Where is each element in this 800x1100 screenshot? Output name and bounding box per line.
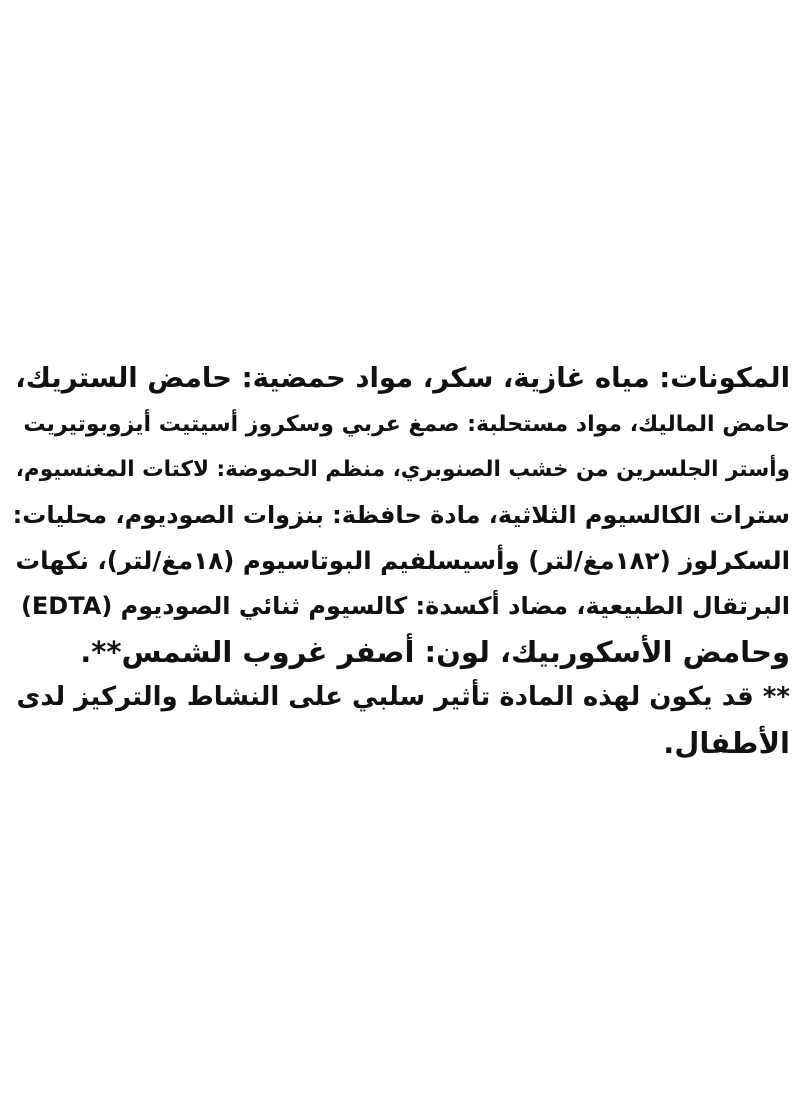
warning-line-2: الأطفال. bbox=[663, 725, 790, 760]
ingredients-line-1: المكونات: مياه غازية، سكر، مواد حمضية: حامض الستريك، bbox=[15, 362, 790, 394]
ingredients-line-6: البرتقال الطبيعية، مضاد أكسدة: كالسيوم ثنائي الصوديوم (EDTA) bbox=[20, 591, 790, 620]
ingredients-line-5: السكرلوز (١٨٢مغ/لتر) وأسيسلفيم البوتاسيوم (١٨مغ/لتر)، نكهات bbox=[15, 546, 790, 576]
ingredients-label bbox=[10, 356, 790, 766]
ingredients-line-4: سترات الكالسيوم الثلاثية، مادة حافظة: بنزوات الصوديوم، محليات: bbox=[12, 500, 790, 529]
ingredients-line-2: حامض الماليك، مواد مستحلبة: صمغ عربي وسكروز أسيتيت أيزوبوتيريت bbox=[23, 411, 790, 437]
ingredients-line-3: وأستر الجلسرين من خشب الصنوبري، منظم الحموضة: لاكتات المغنسيوم، bbox=[15, 457, 790, 483]
warning-line-1: ** قد يكون لهذه المادة تأثير سلبي على النشاط والتركيز لدى bbox=[16, 682, 790, 713]
ingredients-line-7: وحامض الأسكوربيك، لون: أصفر غروب الشمس**. bbox=[80, 634, 790, 669]
warning-note bbox=[10, 675, 790, 766]
